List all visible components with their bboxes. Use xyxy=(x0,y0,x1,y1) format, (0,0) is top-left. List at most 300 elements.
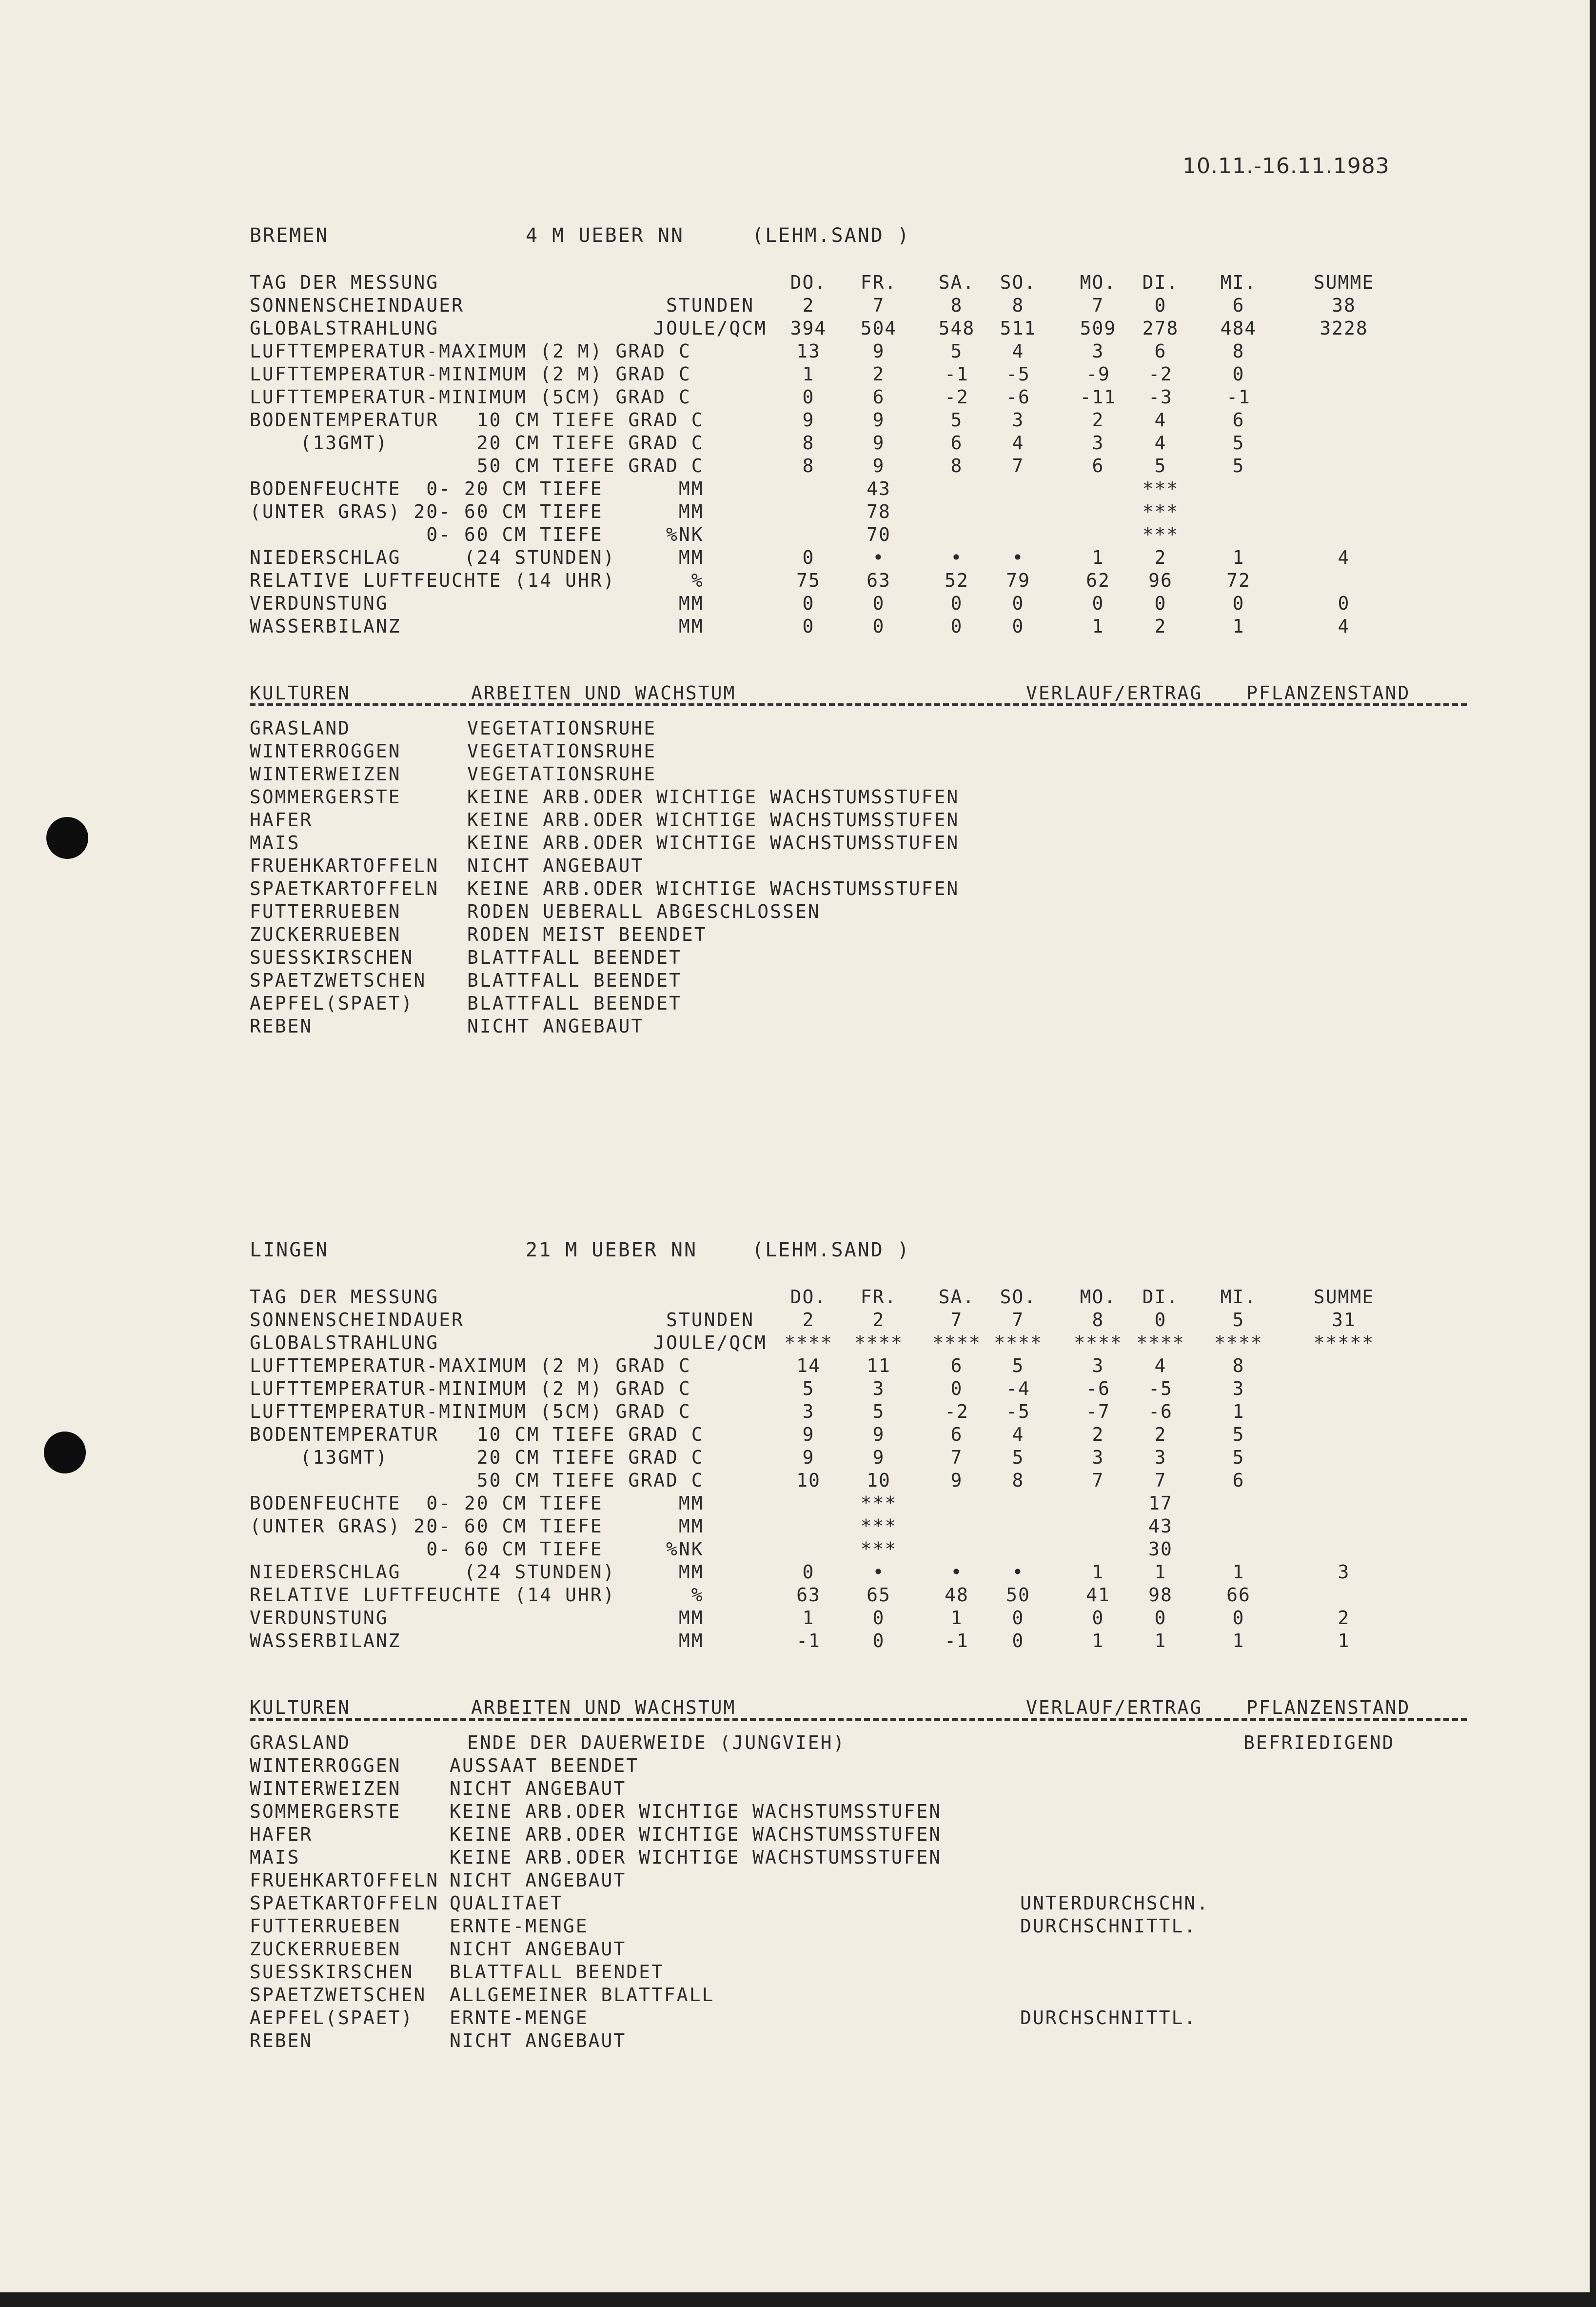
crop-activity: KEINE ARB.ODER WICHTIGE WACHSTUMSSTUFEN xyxy=(467,832,960,854)
measurement-value: 4 xyxy=(1154,1355,1167,1376)
measurement-value: 0 xyxy=(872,1607,885,1629)
measurement-value: 9 xyxy=(872,455,885,477)
measurement-label: WASSERBILANZ MM xyxy=(250,616,704,637)
dashed-rule xyxy=(250,703,1467,706)
measurement-value: -1 xyxy=(945,363,969,385)
crop-name: FRUEHKARTOFFELN xyxy=(250,1869,439,1891)
measurement-value: 1 xyxy=(1232,616,1245,637)
measurement-value: • xyxy=(1012,1561,1025,1583)
measurement-sum: 3 xyxy=(1338,1561,1350,1583)
measurement-label: GLOBALSTRAHLUNG JOULE/QCM xyxy=(250,318,767,339)
crop-activity: BLATTFALL BEENDET xyxy=(450,1961,664,1983)
measurement-value: *** xyxy=(860,1538,897,1560)
measurement-value: 0 xyxy=(1092,1607,1104,1629)
day-header: SO. xyxy=(1000,1286,1037,1308)
measurement-value: 0 xyxy=(1012,616,1025,637)
measurement-value: **** xyxy=(994,1332,1043,1353)
measurement-value: -1 xyxy=(796,1630,821,1651)
measurement-value: 0 xyxy=(950,593,963,614)
crop-name: ZUCKERRUEBEN xyxy=(250,924,401,945)
measurement-value: 0 xyxy=(950,1378,963,1399)
measurement-label: GLOBALSTRAHLUNG JOULE/QCM xyxy=(250,1332,767,1353)
measurement-value: 3 xyxy=(802,1401,815,1422)
day-header: DO. xyxy=(790,272,827,293)
measurement-sum: 1 xyxy=(1338,1630,1350,1651)
crop-name: MAIS xyxy=(250,832,300,854)
day-header: MO. xyxy=(1080,1286,1117,1308)
measurement-label: 0- 60 CM TIEFE %NK xyxy=(250,524,704,545)
measurement-value: 0 xyxy=(1012,1607,1025,1629)
measurement-value: 79 xyxy=(1006,570,1030,591)
measurement-day-label: TAG DER MESSUNG xyxy=(250,272,439,293)
measurement-value: -1 xyxy=(1226,386,1251,408)
measurement-value: 98 xyxy=(1148,1584,1173,1606)
measurement-value: 0 xyxy=(1232,363,1245,385)
measurement-value: 5 xyxy=(1232,1447,1245,1468)
measurement-label: BODENTEMPERATUR 10 CM TIEFE GRAD C xyxy=(250,1424,704,1445)
measurement-value: 2 xyxy=(1154,616,1167,637)
measurement-value: • xyxy=(872,1561,885,1583)
crop-activity: NICHT ANGEBAUT xyxy=(450,1938,627,1960)
measurement-value: 9 xyxy=(802,1447,815,1468)
measurement-value: 48 xyxy=(945,1584,969,1606)
arbeiten-header: ARBEITEN UND WACHSTUM xyxy=(471,1697,736,1718)
measurement-sum: 3228 xyxy=(1320,318,1368,339)
measurement-value: -6 xyxy=(1148,1401,1173,1422)
measurement-value: 4 xyxy=(1012,1424,1025,1445)
measurement-value: 5 xyxy=(1232,1309,1245,1331)
measurement-label: RELATIVE LUFTFEUCHTE (14 UHR) % xyxy=(250,1584,704,1606)
measurement-value: 8 xyxy=(950,455,963,477)
measurement-value: 9 xyxy=(872,1424,885,1445)
measurement-label: LUFTTEMPERATUR-MAXIMUM (2 M) GRAD C xyxy=(250,340,691,362)
measurement-value: 9 xyxy=(872,409,885,431)
arbeiten-header: ARBEITEN UND WACHSTUM xyxy=(471,682,736,704)
measurement-value: 5 xyxy=(1012,1355,1025,1376)
measurement-value: 6 xyxy=(1232,295,1245,316)
measurement-value: 7 xyxy=(1154,1470,1167,1491)
measurement-value: 0 xyxy=(1154,1607,1167,1629)
dashed-rule xyxy=(250,1718,1467,1721)
date-range: 10.11.-16.11.1983 xyxy=(1182,154,1390,179)
crop-activity: VEGETATIONSRUHE xyxy=(467,763,657,785)
measurement-value: 0 xyxy=(1232,1607,1245,1629)
measurement-value: 5 xyxy=(1012,1447,1025,1468)
measurement-value: 3 xyxy=(1154,1447,1167,1468)
measurement-value: 63 xyxy=(796,1584,821,1606)
measurement-value: -6 xyxy=(1006,386,1030,408)
measurement-value: 5 xyxy=(1232,1424,1245,1445)
measurement-label: LUFTTEMPERATUR-MINIMUM (2 M) GRAD C xyxy=(250,1378,691,1399)
measurement-value: 2 xyxy=(1092,1424,1104,1445)
measurement-value: **** xyxy=(784,1332,833,1353)
measurement-value: • xyxy=(950,547,963,568)
day-header: MI. xyxy=(1220,1286,1257,1308)
day-header: SO. xyxy=(1000,272,1037,293)
measurement-label: SONNENSCHEINDAUER STUNDEN xyxy=(250,1309,755,1331)
day-header: FR. xyxy=(860,272,897,293)
measurement-value: • xyxy=(950,1561,963,1583)
measurement-label: LUFTTEMPERATUR-MAXIMUM (2 M) GRAD C xyxy=(250,1355,691,1376)
crop-name: HAFER xyxy=(250,809,313,831)
measurement-value: 511 xyxy=(1000,318,1037,339)
measurement-label: RELATIVE LUFTFEUCHTE (14 UHR) % xyxy=(250,570,704,591)
measurement-sum: 31 xyxy=(1332,1309,1356,1331)
measurement-label: (UNTER GRAS) 20- 60 CM TIEFE MM xyxy=(250,1515,704,1537)
crop-name: SPAETKARTOFFELN xyxy=(250,1892,439,1914)
measurement-value: 2 xyxy=(872,363,885,385)
crop-activity: NICHT ANGEBAUT xyxy=(450,2030,627,2051)
measurement-value: 75 xyxy=(796,570,821,591)
measurement-value: **** xyxy=(1214,1332,1263,1353)
day-header: SA. xyxy=(938,1286,975,1308)
measurement-value: 8 xyxy=(802,432,815,454)
measurement-value: -7 xyxy=(1086,1401,1110,1422)
measurement-value: 3 xyxy=(872,1378,885,1399)
sum-header: SUMME xyxy=(1313,272,1375,293)
crop-activity: KEINE ARB.ODER WICHTIGE WACHSTUMSSTUFEN xyxy=(467,878,960,899)
station-name: LINGEN xyxy=(250,1239,329,1261)
measurement-value: 5 xyxy=(950,409,963,431)
measurement-value: 9 xyxy=(872,340,885,362)
crop-name: GRASLAND xyxy=(250,1732,351,1753)
measurement-value: 5 xyxy=(802,1378,815,1399)
measurement-value: 3 xyxy=(1092,432,1104,454)
measurement-value: 0 xyxy=(872,616,885,637)
crop-activity: ALLGEMEINER BLATTFALL xyxy=(450,1984,715,2006)
kulturen-header: KULTUREN xyxy=(250,1697,351,1718)
measurement-sum: 4 xyxy=(1338,547,1350,568)
measurement-value: -5 xyxy=(1148,1378,1173,1399)
measurement-value: 7 xyxy=(1092,295,1104,316)
crop-verlauf: UNTERDURCHSCHN. xyxy=(1020,1892,1210,1914)
measurement-value: *** xyxy=(860,1515,897,1537)
crop-verlauf: DURCHSCHNITTL. xyxy=(1020,1915,1197,1937)
measurement-value: 4 xyxy=(1154,432,1167,454)
measurement-value: 2 xyxy=(1092,409,1104,431)
measurement-label: NIEDERSCHLAG (24 STUNDEN) MM xyxy=(250,1561,704,1583)
crop-activity: ERNTE-MENGE xyxy=(450,1915,589,1937)
crop-activity: VEGETATIONSRUHE xyxy=(467,740,657,762)
measurement-value: 1 xyxy=(1092,616,1104,637)
measurement-value: 10 xyxy=(796,1470,821,1491)
measurement-value: -3 xyxy=(1148,386,1173,408)
measurement-value: 9 xyxy=(802,1424,815,1445)
crop-activity: NICHT ANGEBAUT xyxy=(450,1778,627,1799)
measurement-value: -2 xyxy=(1148,363,1173,385)
crop-name: SPAETKARTOFFELN xyxy=(250,878,439,899)
day-header: MO. xyxy=(1080,272,1117,293)
day-header: DI. xyxy=(1142,272,1179,293)
measurement-value: 4 xyxy=(1154,409,1167,431)
measurement-value: 2 xyxy=(1154,1424,1167,1445)
measurement-value: 1 xyxy=(802,1607,815,1629)
measurement-value: 13 xyxy=(796,340,821,362)
station-soil: (LEHM.SAND ) xyxy=(752,1239,910,1261)
measurement-value: 0 xyxy=(1012,593,1025,614)
measurement-value: 50 xyxy=(1006,1584,1030,1606)
measurement-value: • xyxy=(872,547,885,568)
measurement-value: 66 xyxy=(1226,1584,1251,1606)
crop-name: ZUCKERRUEBEN xyxy=(250,1938,401,1960)
measurement-value: 5 xyxy=(1232,432,1245,454)
measurement-value: 5 xyxy=(872,1401,885,1422)
measurement-value: 0 xyxy=(1154,1309,1167,1331)
measurement-value: 1 xyxy=(950,1607,963,1629)
measurement-value: 5 xyxy=(950,340,963,362)
measurement-label: 50 CM TIEFE GRAD C xyxy=(250,455,704,477)
measurement-value: 6 xyxy=(950,1355,963,1376)
measurement-value: 2 xyxy=(872,1309,885,1331)
measurement-label: VERDUNSTUNG MM xyxy=(250,1607,704,1629)
measurement-value: *** xyxy=(860,1492,897,1514)
measurement-value: 17 xyxy=(1148,1492,1173,1514)
measurement-value: 0 xyxy=(802,1561,815,1583)
measurement-value: **** xyxy=(932,1332,981,1353)
measurement-value: 2 xyxy=(802,295,815,316)
measurement-value: 8 xyxy=(1232,340,1245,362)
crop-activity: NICHT ANGEBAUT xyxy=(467,1015,644,1037)
measurement-value: 3 xyxy=(1012,409,1025,431)
measurement-value: 11 xyxy=(867,1355,891,1376)
measurement-value: -11 xyxy=(1080,386,1117,408)
measurement-label: LUFTTEMPERATUR-MINIMUM (5CM) GRAD C xyxy=(250,386,691,408)
measurement-label: (UNTER GRAS) 20- 60 CM TIEFE MM xyxy=(250,501,704,522)
measurement-value: 9 xyxy=(802,409,815,431)
crop-activity: NICHT ANGEBAUT xyxy=(467,855,644,876)
crop-name: FUTTERRUEBEN xyxy=(250,1915,401,1937)
punch-hole-bottom xyxy=(44,1432,86,1473)
measurement-value: 1 xyxy=(1154,1561,1167,1583)
punch-hole-top xyxy=(46,817,88,859)
measurement-value: *** xyxy=(1142,501,1179,522)
measurement-value: -5 xyxy=(1006,363,1030,385)
crop-name: GRASLAND xyxy=(250,717,351,739)
measurement-day-label: TAG DER MESSUNG xyxy=(250,1286,439,1308)
measurement-value: 1 xyxy=(1232,1561,1245,1583)
measurement-value: 7 xyxy=(1012,1309,1025,1331)
crop-name: AEPFEL(SPAET) xyxy=(250,993,414,1014)
verlauf-header: VERLAUF/ERTRAG xyxy=(1026,1697,1203,1718)
measurement-value: 0 xyxy=(950,616,963,637)
measurement-label: 0- 60 CM TIEFE %NK xyxy=(250,1538,704,1560)
crop-name: SPAETZWETSCHEN xyxy=(250,970,427,991)
measurement-value: 72 xyxy=(1226,570,1251,591)
crop-verlauf: DURCHSCHNITTL. xyxy=(1020,2007,1197,2029)
measurement-value: 278 xyxy=(1142,318,1179,339)
measurement-value: 8 xyxy=(1232,1355,1245,1376)
measurement-value: • xyxy=(1012,547,1025,568)
crop-name: WINTERWEIZEN xyxy=(250,1778,401,1799)
crop-activity: KEINE ARB.ODER WICHTIGE WACHSTUMSSTUFEN xyxy=(450,1801,942,1822)
measurement-value: 5 xyxy=(1232,455,1245,477)
day-header: DI. xyxy=(1142,1286,1179,1308)
measurement-value: 6 xyxy=(1232,1470,1245,1491)
crop-name: HAFER xyxy=(250,1824,313,1845)
kulturen-header: KULTUREN xyxy=(250,682,351,704)
measurement-value: **** xyxy=(1074,1332,1123,1353)
crop-activity: VEGETATIONSRUHE xyxy=(467,717,657,739)
measurement-value: 6 xyxy=(950,1424,963,1445)
measurement-value: 3 xyxy=(1092,1355,1104,1376)
measurement-value: 1 xyxy=(1092,1561,1104,1583)
measurement-sum: 0 xyxy=(1338,593,1350,614)
measurement-value: 0 xyxy=(1092,593,1104,614)
measurement-value: -2 xyxy=(945,386,969,408)
crop-activity: KEINE ARB.ODER WICHTIGE WACHSTUMSSTUFEN xyxy=(450,1847,942,1868)
station-soil: (LEHM.SAND ) xyxy=(752,224,910,247)
measurement-value: 10 xyxy=(867,1470,891,1491)
measurement-sum: ***** xyxy=(1313,1332,1375,1353)
crop-name: WINTERROGGEN xyxy=(250,740,401,762)
measurement-value: -9 xyxy=(1086,363,1110,385)
measurement-value: 7 xyxy=(1012,455,1025,477)
measurement-value: 2 xyxy=(802,1309,815,1331)
measurement-value: 0 xyxy=(872,1630,885,1651)
measurement-sum: 4 xyxy=(1338,616,1350,637)
crop-name: REBEN xyxy=(250,1015,313,1037)
measurement-value: 78 xyxy=(867,501,891,522)
measurement-value: 9 xyxy=(872,432,885,454)
measurement-label: BODENTEMPERATUR 10 CM TIEFE GRAD C xyxy=(250,409,704,431)
measurement-value: 8 xyxy=(950,295,963,316)
measurement-value: 70 xyxy=(867,524,891,545)
measurement-value: 0 xyxy=(1012,1630,1025,1651)
sum-header: SUMME xyxy=(1313,1286,1375,1308)
measurement-value: 0 xyxy=(802,547,815,568)
measurement-value: 4 xyxy=(1012,432,1025,454)
crop-name: SOMMERGERSTE xyxy=(250,786,401,808)
crop-activity: RODEN UEBERALL ABGESCHLOSSEN xyxy=(467,901,821,922)
measurement-value: 41 xyxy=(1086,1584,1110,1606)
measurement-value: -6 xyxy=(1086,1378,1110,1399)
day-header: DO. xyxy=(790,1286,827,1308)
measurement-label: (13GMT) 20 CM TIEFE GRAD C xyxy=(250,432,704,454)
measurement-value: 1 xyxy=(802,363,815,385)
measurement-value: 509 xyxy=(1080,318,1117,339)
measurement-value: **** xyxy=(1136,1332,1185,1353)
pflanzenstand-header: PFLANZENSTAND xyxy=(1246,1697,1411,1718)
measurement-label: WASSERBILANZ MM xyxy=(250,1630,704,1651)
measurement-sum: 38 xyxy=(1332,295,1356,316)
measurement-value: 43 xyxy=(867,478,891,499)
measurement-value: 96 xyxy=(1148,570,1173,591)
measurement-value: 1 xyxy=(1092,547,1104,568)
measurement-value: 52 xyxy=(945,570,969,591)
measurement-value: 484 xyxy=(1220,318,1257,339)
measurement-value: 5 xyxy=(1154,455,1167,477)
crop-name: SUESSKIRSCHEN xyxy=(250,947,414,968)
measurement-label: NIEDERSCHLAG (24 STUNDEN) MM xyxy=(250,547,704,568)
measurement-value: 0 xyxy=(1154,295,1167,316)
station-elevation: 21 M UEBER NN xyxy=(526,1239,698,1261)
measurement-label: LUFTTEMPERATUR-MINIMUM (2 M) GRAD C xyxy=(250,363,691,385)
measurement-value: 1 xyxy=(1154,1630,1167,1651)
crop-name: SPAETZWETSCHEN xyxy=(250,1984,427,2006)
measurement-value: 6 xyxy=(1092,455,1104,477)
measurement-value: 3 xyxy=(1092,340,1104,362)
measurement-value: -2 xyxy=(945,1401,969,1422)
measurement-value: *** xyxy=(1142,478,1179,499)
crop-name: SOMMERGERSTE xyxy=(250,1801,401,1822)
measurement-value: 7 xyxy=(950,1309,963,1331)
measurement-label: BODENFEUCHTE 0- 20 CM TIEFE MM xyxy=(250,478,704,499)
crop-name: MAIS xyxy=(250,1847,300,1868)
crop-name: REBEN xyxy=(250,2030,313,2051)
crop-name: WINTERROGGEN xyxy=(250,1755,401,1776)
measurement-value: 43 xyxy=(1148,1515,1173,1537)
measurement-value: 8 xyxy=(802,455,815,477)
measurement-value: 6 xyxy=(872,386,885,408)
measurement-value: 0 xyxy=(802,386,815,408)
station-name: BREMEN xyxy=(250,224,329,247)
crop-activity: ERNTE-MENGE xyxy=(450,2007,589,2029)
measurement-sum: 2 xyxy=(1338,1607,1350,1629)
measurement-label: 50 CM TIEFE GRAD C xyxy=(250,1470,704,1491)
measurement-label: (13GMT) 20 CM TIEFE GRAD C xyxy=(250,1447,704,1468)
measurement-value: 548 xyxy=(938,318,975,339)
crop-name: SUESSKIRSCHEN xyxy=(250,1961,414,1983)
measurement-value: 63 xyxy=(867,570,891,591)
measurement-value: 0 xyxy=(1232,593,1245,614)
measurement-value: 0 xyxy=(802,593,815,614)
measurement-value: 8 xyxy=(1092,1309,1104,1331)
crop-activity: QUALITAET xyxy=(450,1892,563,1914)
measurement-label: VERDUNSTUNG MM xyxy=(250,593,704,614)
measurement-value: 7 xyxy=(1092,1470,1104,1491)
measurement-value: 1 xyxy=(1232,547,1245,568)
crop-activity: BLATTFALL BEENDET xyxy=(467,947,682,968)
measurement-value: 8 xyxy=(1012,295,1025,316)
measurement-value: 62 xyxy=(1086,570,1110,591)
measurement-value: 1 xyxy=(1092,1630,1104,1651)
crop-pflanzenstand: BEFRIEDIGEND xyxy=(1243,1732,1395,1753)
crop-activity: NICHT ANGEBAUT xyxy=(450,1869,627,1891)
measurement-label: SONNENSCHEINDAUER STUNDEN xyxy=(250,295,755,316)
crop-activity: RODEN MEIST BEENDET xyxy=(467,924,707,945)
crop-name: FRUEHKARTOFFELN xyxy=(250,855,439,876)
crop-name: AEPFEL(SPAET) xyxy=(250,2007,414,2029)
measurement-label: LUFTTEMPERATUR-MINIMUM (5CM) GRAD C xyxy=(250,1401,691,1422)
measurement-value: -5 xyxy=(1006,1401,1030,1422)
crop-activity: BLATTFALL BEENDET xyxy=(467,970,682,991)
day-header: FR. xyxy=(860,1286,897,1308)
measurement-value: 65 xyxy=(867,1584,891,1606)
measurement-value: 6 xyxy=(1154,340,1167,362)
measurement-value: 3 xyxy=(1092,1447,1104,1468)
crop-name: WINTERWEIZEN xyxy=(250,763,401,785)
measurement-value: 2 xyxy=(1154,547,1167,568)
crop-activity: KEINE ARB.ODER WICHTIGE WACHSTUMSSTUFEN xyxy=(467,809,960,831)
measurement-value: 3 xyxy=(1232,1378,1245,1399)
day-header: MI. xyxy=(1220,272,1257,293)
measurement-label: BODENFEUCHTE 0- 20 CM TIEFE MM xyxy=(250,1492,704,1514)
measurement-value: 7 xyxy=(872,295,885,316)
measurement-value: 0 xyxy=(872,593,885,614)
measurement-value: 1 xyxy=(1232,1401,1245,1422)
crop-activity: BLATTFALL BEENDET xyxy=(467,993,682,1014)
measurement-value: 30 xyxy=(1148,1538,1173,1560)
verlauf-header: VERLAUF/ERTRAG xyxy=(1026,682,1203,704)
measurement-value: 4 xyxy=(1012,340,1025,362)
measurement-value: 8 xyxy=(1012,1470,1025,1491)
station-elevation: 4 M UEBER NN xyxy=(526,224,684,247)
measurement-value: **** xyxy=(854,1332,903,1353)
measurement-value: 1 xyxy=(1232,1630,1245,1651)
crop-name: FUTTERRUEBEN xyxy=(250,901,401,922)
crop-activity: KEINE ARB.ODER WICHTIGE WACHSTUMSSTUFEN xyxy=(467,786,960,808)
measurement-value: 394 xyxy=(790,318,827,339)
